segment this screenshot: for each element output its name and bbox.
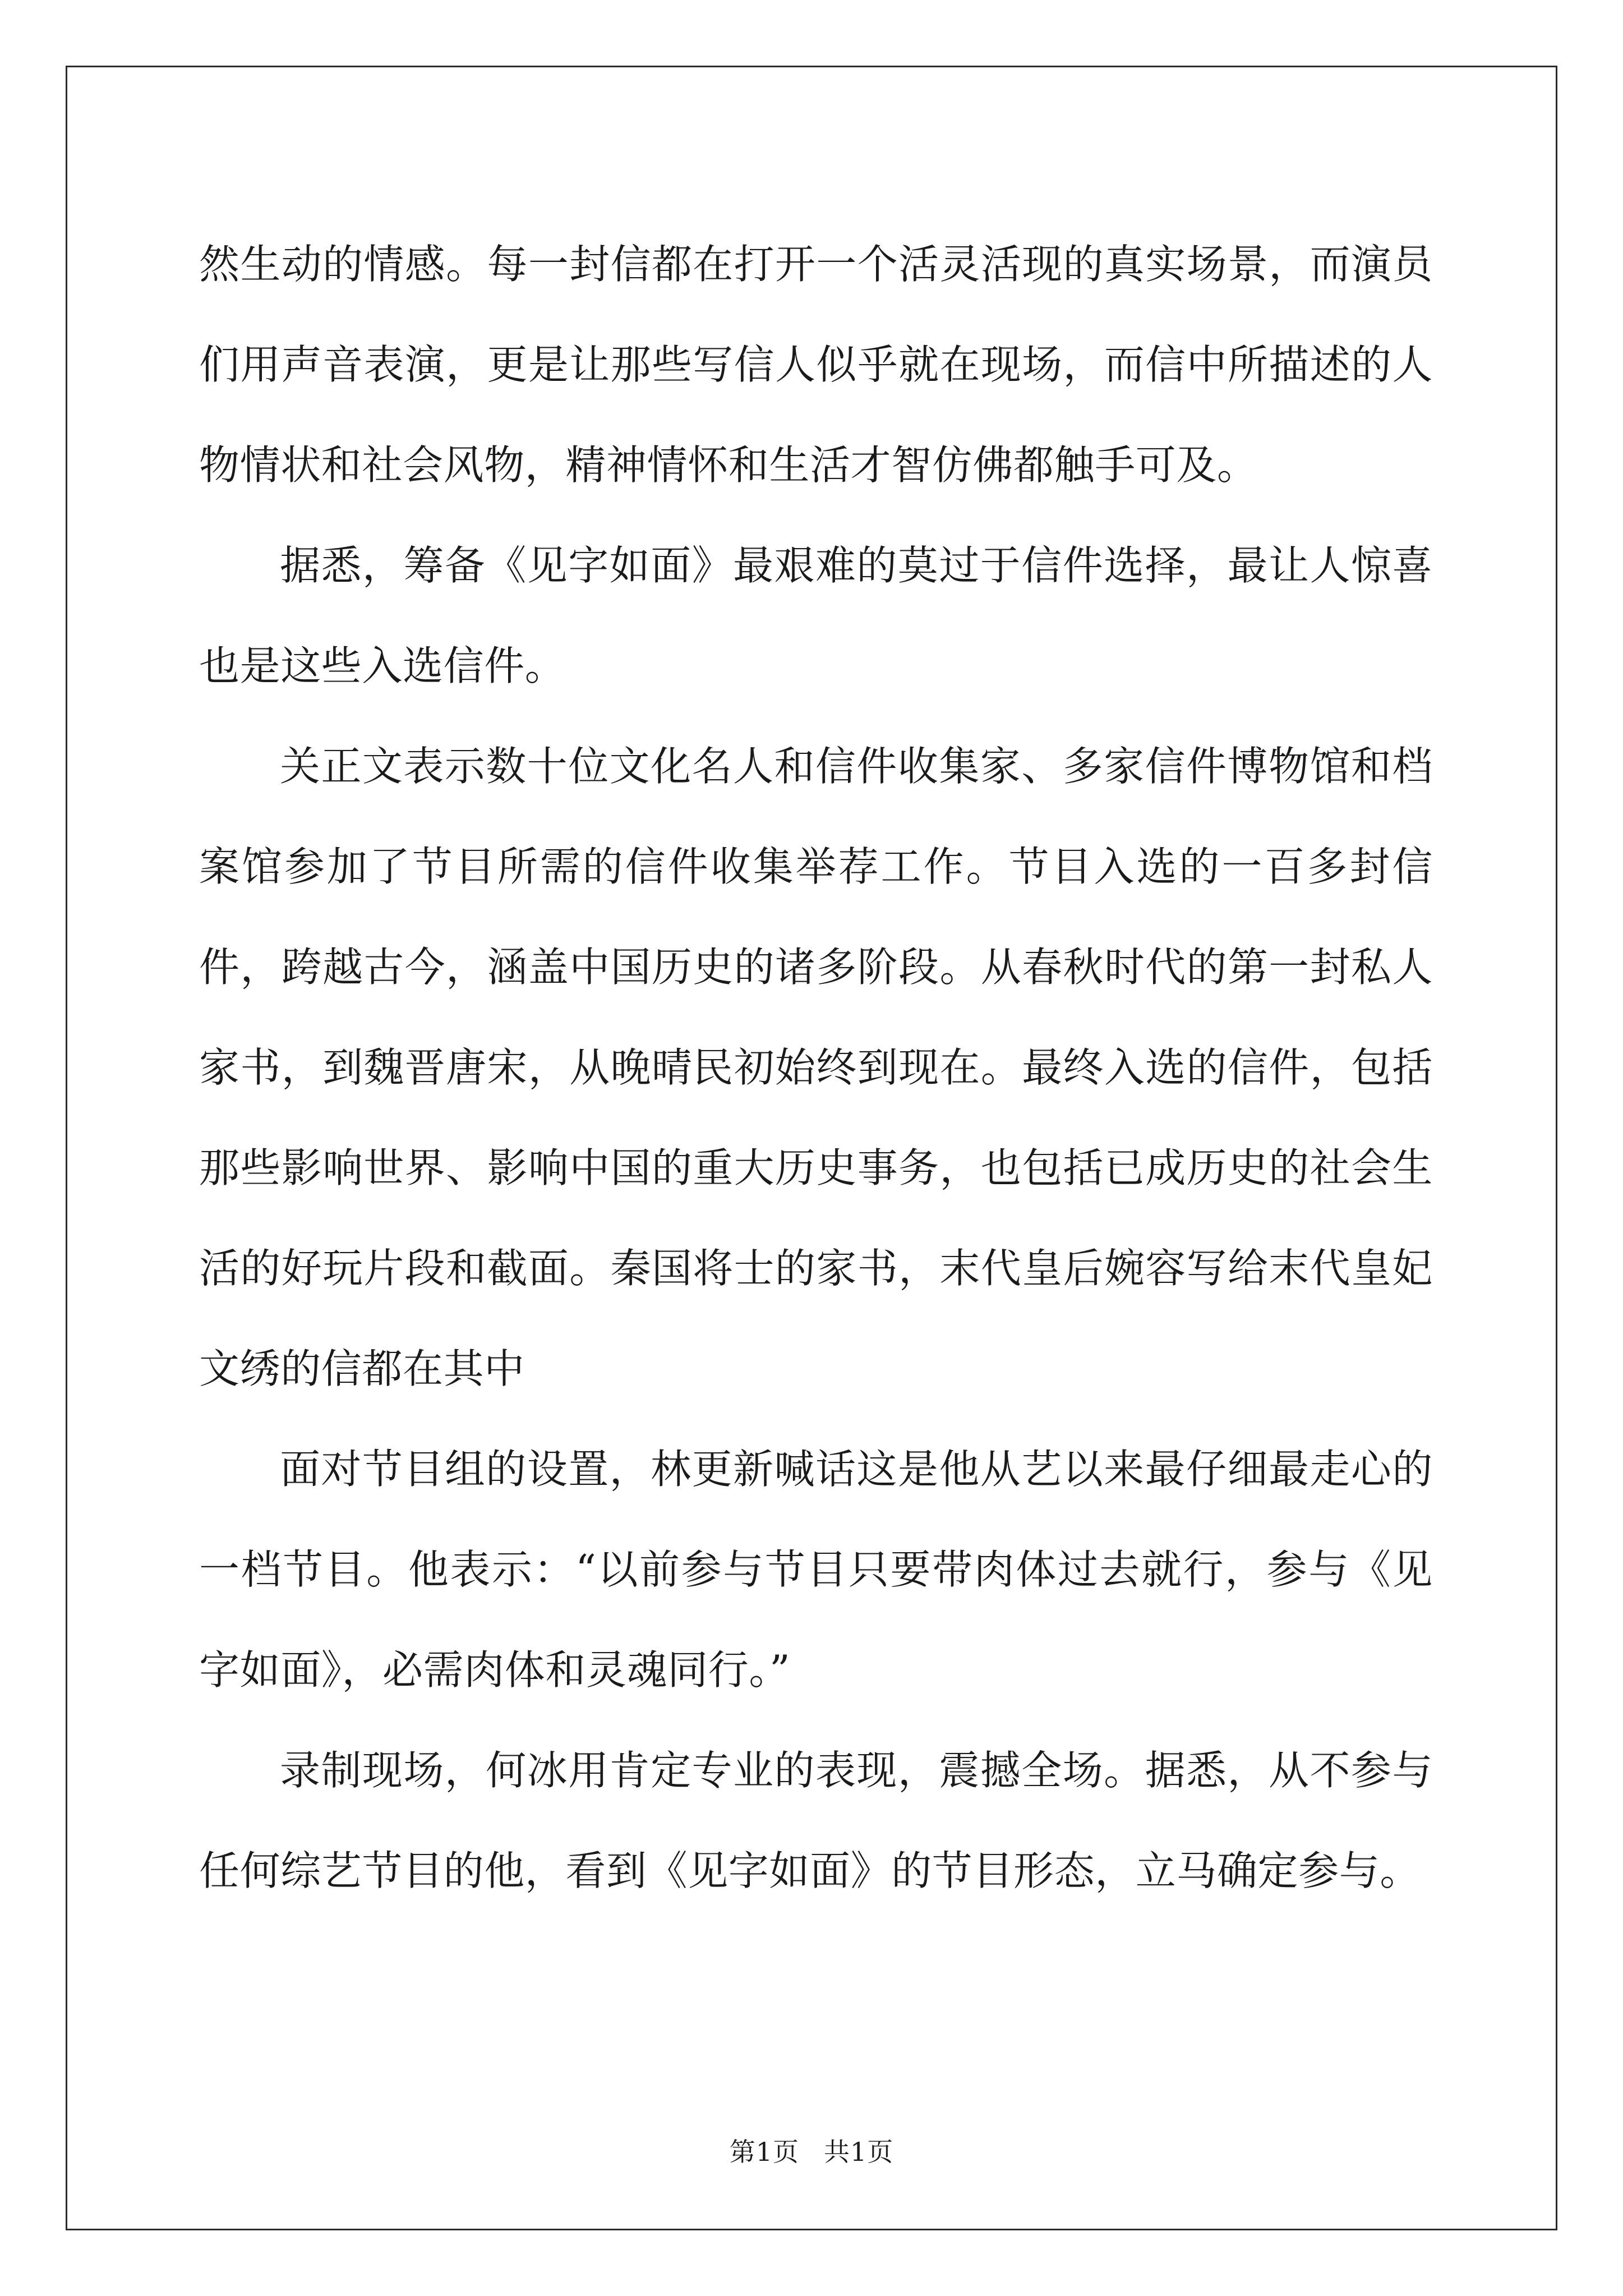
paragraph: 然生动的情感。每一封信都在打开一个活灵活现的真实场景，而演员们用声音表演，更是让那些写信人似乎就在现场，而信中所描述的人物情状和社会风物，精神情怀和生活才智仿佛都触手可及。 <box>199 241 1433 489</box>
page-footer <box>0 2132 1623 2169</box>
paragraph: 据悉，筹备《见字如面》最艰难的莫过于信件选择，最让人惊喜也是这些入选信件。 <box>199 542 1433 689</box>
document-body <box>199 214 1433 1921</box>
page-count: 共1页 <box>824 2137 894 2167</box>
page-number: 第1页 <box>729 2137 799 2167</box>
paragraph: 面对节目组的设置，林更新喊话这是他从艺以来最仔细最走心的一档节目。他表示：“以前参与节目只要带肉体过去就行，参与《见字如面》，必需肉体和灵魂同行。” <box>199 1446 1433 1694</box>
paragraph: 关正文表示数十位文化名人和信件收集家、多家信件博物馆和档案馆参加了节目所需的信件收集举荐工作。节目入选的一百多封信件，跨越古今，涵盖中国历史的诸多阶段。从春秋时代的第一封私人家书，到魏晋唐宋，从晚晴民初始终到现在。最终入选的信件，包括那些影响世界、影响中国的重大历史事务，也包括已成历史的社会生活的好玩片段和截面。秦国将士的家书，末代皇后婉容写给末代皇妃文绣的信都在其中 <box>199 743 1433 1392</box>
paragraph: 录制现场，何冰用肯定专业的表现，震撼全场。据悉，从不参与任何综艺节目的他，看到《见字如面》的节目形态，立马确定参与。 <box>199 1747 1433 1894</box>
